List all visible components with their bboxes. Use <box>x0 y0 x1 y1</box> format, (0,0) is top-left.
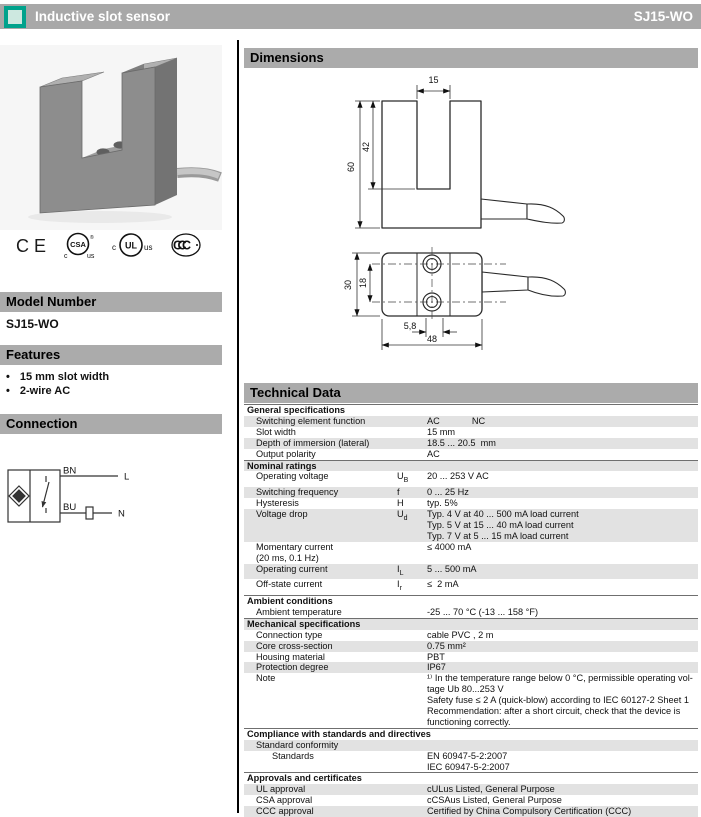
spec-value: typ. 5% <box>427 498 458 509</box>
spec-label: Output polarity <box>256 448 316 459</box>
spec-symbol: f <box>397 487 400 498</box>
spec-value: IP67 <box>427 662 446 673</box>
spec-value: AC <box>427 448 440 459</box>
spec-row <box>244 740 698 751</box>
spec-row <box>244 427 698 438</box>
spec-value: ¹⁾ In the temperature range below 0 °C, permissible operating vol- tage Ub 80...253 V Safety fuse ≤ 2 A (quick-blow) according to IEC 60127-2 Sheet 1 Recommendation: after a short circuit, check that the device is functioning correctly. <box>427 673 693 727</box>
dim-height: 60 <box>346 161 356 173</box>
features-list <box>4 370 222 398</box>
spec-symbol: $U_B$ <box>397 471 409 485</box>
terminal-label-n: N <box>118 508 125 520</box>
spec-label: Approvals and certificates <box>247 773 362 784</box>
svg-text:c: c <box>112 243 117 252</box>
spec-row <box>244 564 698 580</box>
spec-label: Core cross-section <box>256 640 333 651</box>
csa-mark-icon <box>61 232 101 260</box>
spec-label: Slot width <box>256 426 296 437</box>
product-photo-drawing <box>0 45 222 230</box>
spec-row <box>244 662 698 673</box>
spec-row <box>244 630 698 641</box>
spec-value: PBT <box>427 651 445 662</box>
spec-section-header <box>244 728 698 740</box>
model-number-value: SJ15-WO <box>6 317 59 331</box>
spec-symbol <box>397 607 427 618</box>
spec-symbol <box>397 652 427 663</box>
features-heading: Features <box>0 345 222 365</box>
spec-symbol: H <box>397 498 404 509</box>
spec-section-header <box>244 618 698 630</box>
page-header-bar <box>0 4 701 29</box>
spec-label: Ambient conditions <box>247 595 333 606</box>
spec-row <box>244 673 698 728</box>
spec-symbol <box>397 641 427 652</box>
spec-row <box>244 795 698 806</box>
spec-label: Protection degree <box>256 662 329 673</box>
dimension-front-view <box>244 72 698 242</box>
technical-data-heading: Technical Data <box>244 383 698 403</box>
spec-value: EN 60947-5-2:2007 IEC 60947-5-2:2007 <box>427 750 510 772</box>
spec-label: Mechanical specifications <box>247 618 361 629</box>
spec-label: Switching frequency <box>256 487 339 498</box>
spec-label: Operating voltage <box>256 471 329 482</box>
spec-symbol <box>397 449 427 460</box>
spec-label: Voltage drop <box>256 508 308 519</box>
connection-diagram <box>0 462 222 542</box>
spec-row <box>244 509 698 542</box>
certification-marks <box>0 232 222 260</box>
wire-label-bu: BU <box>63 502 77 513</box>
spec-value: -25 ... 70 °C (-13 ... 158 °F) <box>427 606 539 617</box>
spec-label: Standards <box>272 750 314 761</box>
spec-row <box>244 449 698 460</box>
spec-row <box>244 641 698 652</box>
spec-section-header <box>244 404 698 416</box>
spec-row <box>244 487 698 498</box>
spec-row <box>244 784 698 795</box>
spec-label: Switching element function <box>256 415 366 426</box>
spec-value: 0.75 mm² <box>427 640 466 651</box>
technical-table <box>244 404 698 817</box>
wire-label-bn: BN <box>63 465 77 477</box>
spec-symbol <box>397 438 427 449</box>
spec-value: 18.5 ... 20.5 mm <box>427 437 496 448</box>
spec-label: UL approval <box>256 784 306 795</box>
product-title: Inductive slot sensor <box>35 9 171 24</box>
spec-row <box>244 607 698 618</box>
spec-symbol <box>397 427 427 438</box>
spec-value: ≤ 2 mA <box>427 579 459 590</box>
spec-value: 5 ... 500 mA <box>427 563 477 574</box>
spec-label: Housing material <box>256 651 325 662</box>
dim-depth: 30 <box>343 279 353 291</box>
spec-label: Ambient temperature <box>256 606 342 617</box>
spec-value: Certified by China Compulsory Certification (CCC) <box>427 806 632 817</box>
spec-symbol <box>397 751 427 773</box>
dimensions-heading: Dimensions <box>244 48 698 68</box>
spec-row <box>244 542 698 564</box>
spec-value: 15 mm <box>427 426 456 437</box>
spec-row <box>244 652 698 663</box>
spec-symbol <box>397 795 427 806</box>
spec-section-header <box>244 772 698 784</box>
spec-label: CSA approval <box>256 795 313 806</box>
spec-label: Standard conformity <box>256 739 339 750</box>
spec-section-header <box>244 460 698 472</box>
spec-label: Operating current <box>256 563 328 574</box>
spec-symbol: $U_d$ <box>397 508 408 522</box>
connection-heading: Connection <box>0 414 222 434</box>
left-column <box>0 40 222 542</box>
spec-row <box>244 498 698 509</box>
spec-value: 20 ... 253 V AC <box>427 471 489 482</box>
header-model-number: SJ15-WO <box>633 9 693 24</box>
spec-row <box>244 579 698 595</box>
spec-label: CCC approval <box>256 806 314 817</box>
spec-value: cULus Listed, General Purpose <box>427 784 555 795</box>
dim-width: 48 <box>426 334 438 344</box>
right-column <box>244 40 698 817</box>
spec-label: Compliance with standards and directives <box>247 728 431 739</box>
spec-symbol <box>397 416 427 427</box>
ccc-mark-icon <box>166 232 210 260</box>
spec-value <box>427 740 698 751</box>
spec-label: Nominal ratings <box>247 460 317 471</box>
ul-mark-icon <box>110 232 156 260</box>
spec-row <box>244 416 698 427</box>
spec-symbol: $I_L$ <box>397 563 404 577</box>
spec-symbol <box>397 673 427 728</box>
spec-symbol: $I_r$ <box>397 579 402 593</box>
dim-hole-spacing: 18 <box>358 277 368 289</box>
spec-row <box>244 751 698 773</box>
svg-text:us: us <box>86 253 95 260</box>
svg-text:®: ® <box>89 235 94 241</box>
spec-value: 0 ... 25 Hz <box>427 487 469 498</box>
spec-symbol <box>397 662 427 673</box>
svg-text:c: c <box>63 253 68 260</box>
spec-label: Depth of immersion (lateral) <box>256 437 370 448</box>
ce-mark-icon: CE <box>16 235 52 256</box>
spec-row <box>244 471 698 487</box>
terminal-label-l: L <box>124 471 130 483</box>
connection-diagram-drawing <box>0 462 222 537</box>
spec-label: Connection type <box>256 629 323 640</box>
spec-label: General specifications <box>247 405 346 415</box>
spec-symbol <box>397 630 427 641</box>
dim-slot-width: 15 <box>428 75 439 85</box>
column-divider <box>237 40 239 813</box>
spec-value: ≤ 4000 mA <box>427 541 472 552</box>
spec-symbol <box>397 784 427 795</box>
spec-label: Momentary current (20 ms, 0.1 Hz) <box>256 541 334 563</box>
feature-item: • 15 mm slot width <box>4 370 222 384</box>
svg-text:CCC: CCC <box>172 238 187 253</box>
dim-hole-offset: 5,8 <box>403 321 417 331</box>
spec-section-header <box>244 595 698 607</box>
product-photo <box>0 45 222 230</box>
model-number-heading: Model Number <box>0 292 222 312</box>
spec-label: Note <box>256 673 276 684</box>
spec-value: Typ. 4 V at 40 ... 500 mA load current Typ. 5 V at 15 ... 40 mA load current Typ. 7 V at 5 ... 15 mA load current <box>427 508 579 541</box>
spec-label: Off-state current <box>256 579 323 590</box>
feature-item: • 2-wire AC <box>4 384 222 398</box>
svg-text:CSA: CSA <box>69 240 86 249</box>
svg-text:us: us <box>144 243 153 252</box>
spec-value: cable PVC , 2 m <box>427 629 494 640</box>
spec-symbol <box>397 740 427 751</box>
dim-slot-depth: 42 <box>361 141 371 153</box>
spec-symbol <box>397 806 427 817</box>
spec-row <box>244 438 698 449</box>
spec-row <box>244 806 698 817</box>
spec-symbol <box>397 542 427 564</box>
spec-label: Hysteresis <box>256 498 299 509</box>
spec-value: AC NC <box>427 415 486 426</box>
dimension-top-view <box>244 245 698 380</box>
brand-logo-icon <box>4 6 26 28</box>
svg-text:UL: UL <box>125 240 138 251</box>
spec-value: cCSAus Listed, General Purpose <box>427 795 562 806</box>
